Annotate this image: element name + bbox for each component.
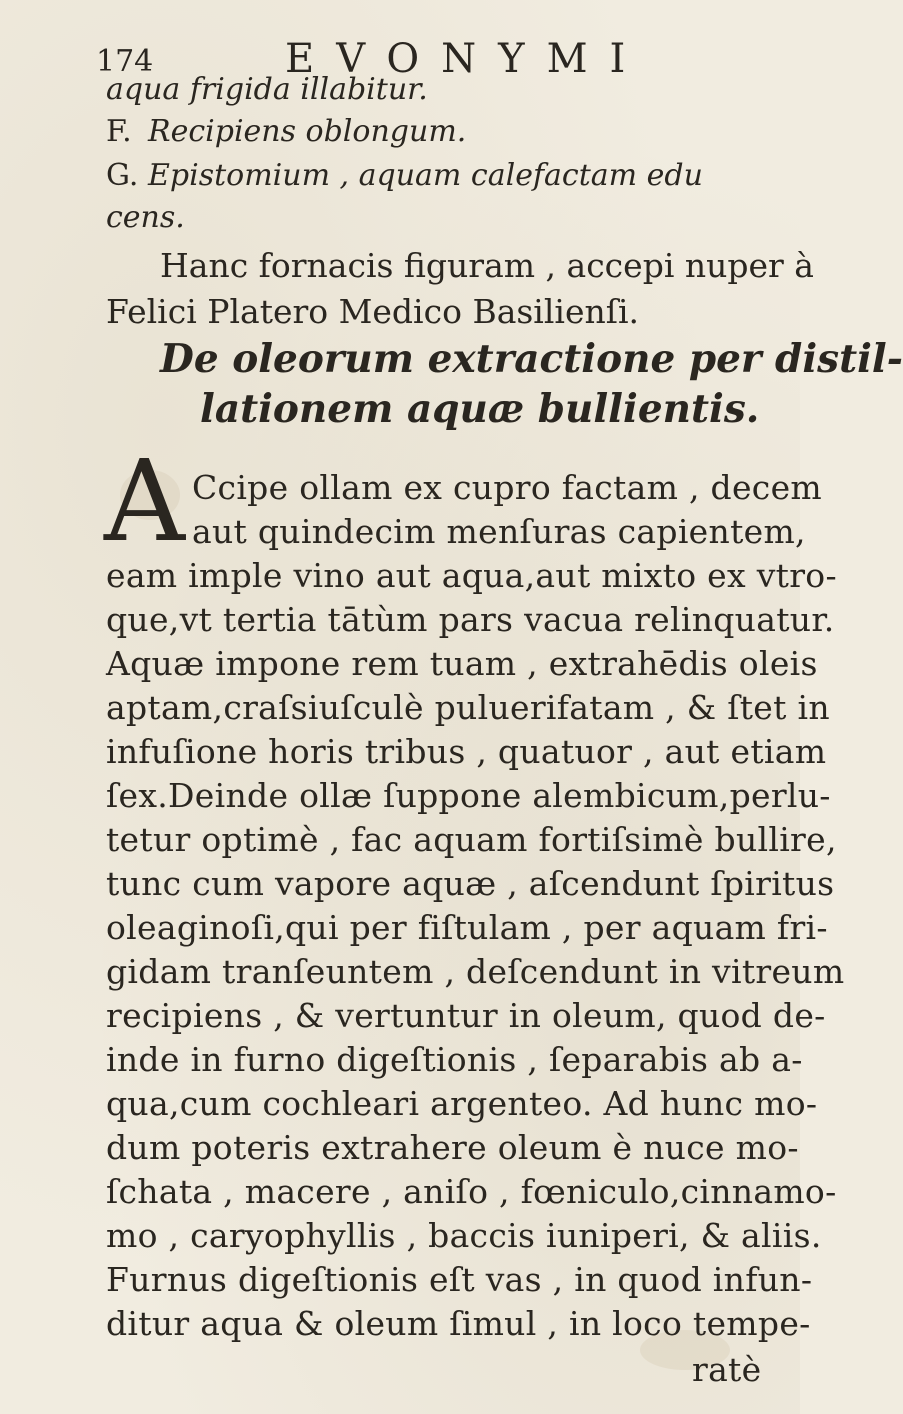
paragraph-line: qua,cum cochleari argenteo. Ad hunc mo- — [106, 1084, 818, 1123]
paragraph-line: oleaginoſi,qui per fiſtulam , per aquam fri- — [106, 908, 828, 947]
figure-caption-line — [106, 72, 428, 107]
paragraph-line: ſex.Deinde ollæ ſuppone alembicum,perlu- — [106, 776, 831, 815]
paragraph-line: mo , caryophyllis , baccis iuniperi, & aliis. — [106, 1216, 822, 1255]
paragraph-line: recipiens , & vertuntur in oleum, quod de- — [106, 996, 826, 1035]
paragraph-line: Aquæ impone rem tuam , extrahēdis oleis — [106, 644, 818, 683]
paragraph-line: eam imple vino aut aqua,aut mixto ex vtro- — [106, 556, 837, 595]
paragraph-line: Ccipe ollam ex cupro factam , decem — [192, 468, 823, 507]
paragraph-line: ditur aqua & oleum ſimul , in loco tempe- — [106, 1304, 811, 1343]
drop-cap: A — [104, 437, 185, 567]
paragraph-line: que,vt tertia tātùm pars vacua relinquatur. — [106, 600, 835, 639]
paragraph-line: aptam,craſsiuſculè puluerifatam , & ſtet in — [106, 688, 830, 727]
figure-caption-line — [106, 114, 466, 149]
figure-caption-line — [106, 158, 703, 193]
paragraph-line: aut quindecim menſuras capientem, — [192, 512, 806, 551]
paragraph-line: inde in furno digeſtionis , ſeparabis ab a- — [106, 1040, 803, 1079]
caption-label: F. — [106, 114, 132, 149]
attribution-line: Hanc fornacis figuram , accepi nuper à — [160, 246, 814, 285]
caption-text: aqua frigida illabitur. — [106, 72, 428, 107]
caption-text: cens. — [106, 200, 185, 235]
paragraph-line: tetur optimè , fac aquam fortiſsimè bullire, — [106, 820, 837, 859]
section-heading-line: De oleorum extractione per distil- — [160, 336, 903, 382]
paragraph-line: ſchata , macere , aniſo , fœniculo,cinnamo- — [106, 1172, 837, 1211]
paragraph-line: Furnus digeſtionis eſt vas , in quod infun- — [106, 1260, 813, 1299]
caption-text: Recipiens oblongum. — [148, 114, 467, 149]
page-number: 174 — [96, 44, 154, 79]
paragraph-line: infuſione horis tribus , quatuor , aut etiam — [106, 732, 827, 771]
section-heading-line: lationem aquæ bullientis. — [200, 386, 760, 432]
figure-caption-line — [106, 200, 185, 235]
paragraph-line: dum poteris extrahere oleum è nuce mo- — [106, 1128, 799, 1167]
attribution-line: Felici Platero Medico Basilienſi. — [106, 292, 640, 331]
running-title: EVONYMI — [285, 36, 648, 82]
caption-text: Epistomium , aquam calefactam edu — [148, 158, 703, 193]
paragraph-line: gidam tranſeuntem , deſcendunt in vitreum — [106, 952, 845, 991]
paragraph-line: tunc cum vapore aquæ , aſcendunt ſpiritus — [106, 864, 835, 903]
caption-label: G. — [106, 158, 139, 193]
catchword: ratè — [692, 1350, 762, 1389]
